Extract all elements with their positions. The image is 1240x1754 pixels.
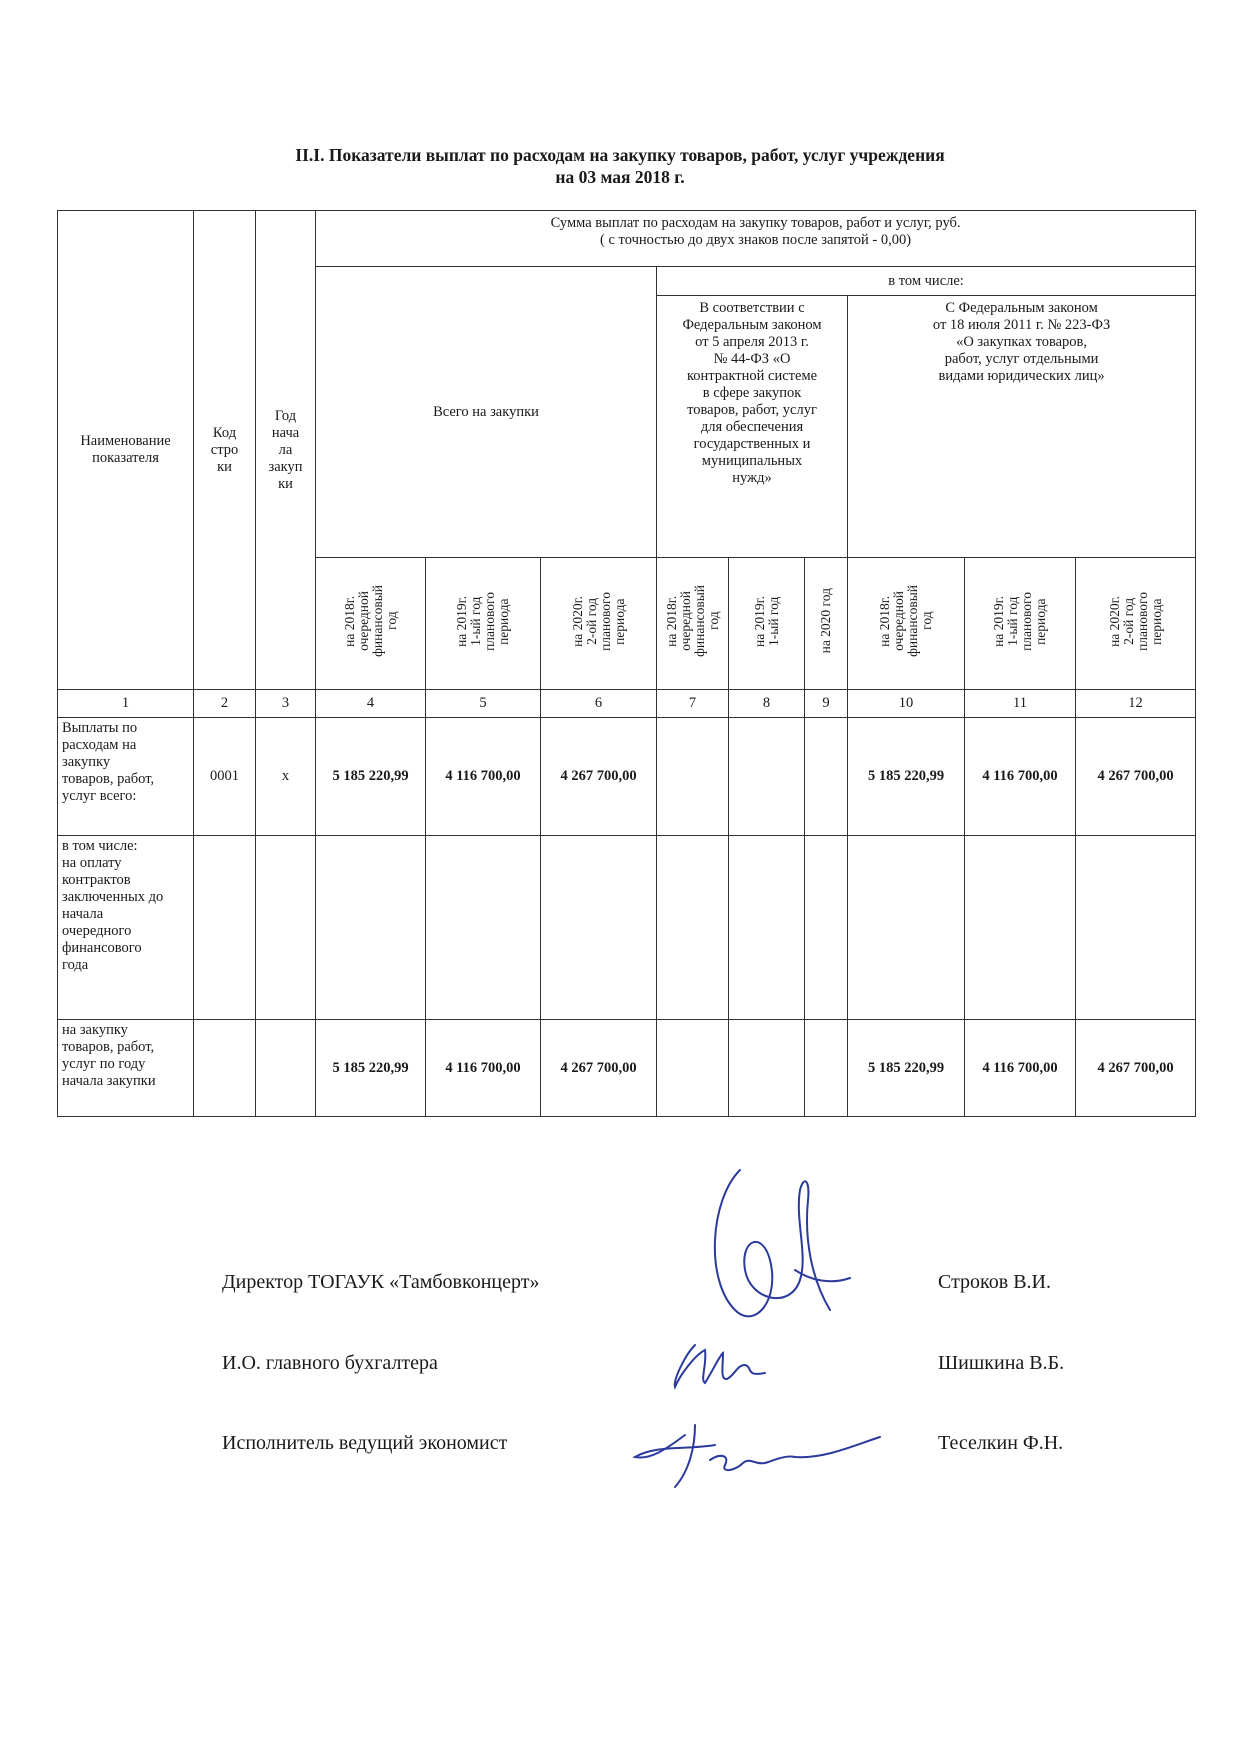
colnum-10: 10 [848, 690, 965, 718]
procurement-table [57, 210, 1196, 1117]
colnum-5: 5 [426, 690, 541, 718]
cell-value: 5 185 220,99 [316, 718, 426, 836]
cell-value [848, 836, 965, 1020]
subheader-col5 [426, 558, 541, 690]
header-law223: С Федеральным законом от 18 июля 2011 г. № 223-ФЗ «О закупках товаров, работ, услуг отдельными видами юридических лиц» [848, 296, 1196, 558]
subheader-col5-text: на 2019г. 1-ый год планового периода [454, 591, 511, 651]
row-code [194, 1020, 256, 1117]
row-name: Выплаты по расходам на закупку товаров, работ, услуг всего: [58, 718, 194, 836]
table-row [58, 1020, 1196, 1117]
subheader-col12 [1076, 558, 1196, 690]
subheader-col4-text: на 2018г. очередной финансовый год [341, 585, 399, 657]
header-sum: Сумма выплат по расходам на закупку товаров, работ и услуг, руб. ( с точностью до двух знаков после запятой - 0,00) [316, 211, 1196, 267]
row-code [194, 836, 256, 1020]
cell-value [657, 718, 729, 836]
cell-value [541, 836, 657, 1020]
accountant-name: Шишкина В.Б. [938, 1352, 1065, 1374]
director-position: Директор ТОГАУК «Тамбовконцерт» [222, 1271, 540, 1293]
header-including: в том числе: [657, 267, 1196, 296]
cell-value: 4 116 700,00 [965, 1020, 1076, 1117]
cell-value [729, 836, 805, 1020]
row-name: в том числе: на оплату контрактов заключенных до начала очередного финансового года [58, 836, 194, 1020]
colnum-2: 2 [194, 690, 256, 718]
table-row [58, 718, 1196, 836]
cell-value: 4 116 700,00 [965, 718, 1076, 836]
cell-value [729, 718, 805, 836]
cell-value: 4 116 700,00 [426, 718, 541, 836]
row-year: x [256, 718, 316, 836]
subheader-col4 [316, 558, 426, 690]
subheader-col6-text: на 2020г. 2-ой год планового периода [569, 591, 627, 651]
director-signature [700, 1160, 860, 1335]
subheader-col11 [965, 558, 1076, 690]
row-year [256, 836, 316, 1020]
cell-value: 5 185 220,99 [848, 718, 965, 836]
row-year [256, 1020, 316, 1117]
cell-value [805, 836, 848, 1020]
executor-name: Теселкин Ф.Н. [938, 1432, 1064, 1454]
header-law44: В соответствии с Федеральным законом от 5 апреля 2013 г. № 44-ФЗ «О контрактной системе в сфере закупок товаров, работ, услуг для обеспечения государственных и муниципальных нужд» [657, 296, 848, 558]
colnum-3: 3 [256, 690, 316, 718]
executor-signature [625, 1415, 895, 1495]
header-name: Наименование показателя [58, 211, 194, 690]
table-row [58, 836, 1196, 1020]
colnum-9: 9 [805, 690, 848, 718]
cell-value [657, 1020, 729, 1117]
cell-value: 4 267 700,00 [1076, 1020, 1196, 1117]
cell-value: 4 267 700,00 [541, 1020, 657, 1117]
cell-value [1076, 836, 1196, 1020]
subheader-col7-text: на 2018г. очередной финансовый год [663, 585, 721, 657]
colnum-6: 6 [541, 690, 657, 718]
colnum-11: 11 [965, 690, 1076, 718]
subheader-col11-text: на 2019г. 1-ый год планового периода [991, 591, 1048, 651]
row-name: на закупку товаров, работ, услуг по году начала закупки [58, 1020, 194, 1117]
subheader-col8-text: на 2019г. 1-ый год [751, 595, 781, 647]
column-numbers-row [58, 690, 1196, 718]
subheader-col7 [657, 558, 729, 690]
header-year: Год нача ла закуп ки [256, 211, 316, 690]
colnum-7: 7 [657, 690, 729, 718]
cell-value [729, 1020, 805, 1117]
cell-value [965, 836, 1076, 1020]
header-total: Всего на закупки [316, 267, 657, 558]
accountant-position: И.О. главного бухгалтера [222, 1352, 438, 1374]
row-code: 0001 [194, 718, 256, 836]
colnum-4: 4 [316, 690, 426, 718]
cell-value [805, 1020, 848, 1117]
title-line-2: на 03 мая 2018 г. [555, 167, 685, 187]
cell-value [805, 718, 848, 836]
executor-position: Исполнитель ведущий экономист [222, 1432, 508, 1454]
accountant-signature [665, 1335, 775, 1395]
subheader-col6 [541, 558, 657, 690]
title-line-1: II.I. Показатели выплат по расходам на закупку товаров, работ, услуг учреждения [295, 145, 945, 165]
header-code: Код стро ки [194, 211, 256, 690]
cell-value: 5 185 220,99 [848, 1020, 965, 1117]
cell-value: 4 116 700,00 [426, 1020, 541, 1117]
colnum-12: 12 [1076, 690, 1196, 718]
subheader-col9-text: на 2020 год [818, 588, 833, 654]
cell-value: 5 185 220,99 [316, 1020, 426, 1117]
subheader-col9 [805, 558, 848, 690]
subheader-col8 [729, 558, 805, 690]
cell-value [657, 836, 729, 1020]
document-title [0, 144, 1240, 188]
subheader-col12-text: на 2020г. 2-ой год планового периода [1106, 591, 1164, 651]
cell-value: 4 267 700,00 [1076, 718, 1196, 836]
cell-value [316, 836, 426, 1020]
cell-value [426, 836, 541, 1020]
subheader-col10 [848, 558, 965, 690]
director-name: Строков В.И. [938, 1271, 1051, 1293]
colnum-8: 8 [729, 690, 805, 718]
colnum-1: 1 [58, 690, 194, 718]
cell-value: 4 267 700,00 [541, 718, 657, 836]
subheader-col10-text: на 2018г. очередной финансовый год [877, 585, 934, 657]
